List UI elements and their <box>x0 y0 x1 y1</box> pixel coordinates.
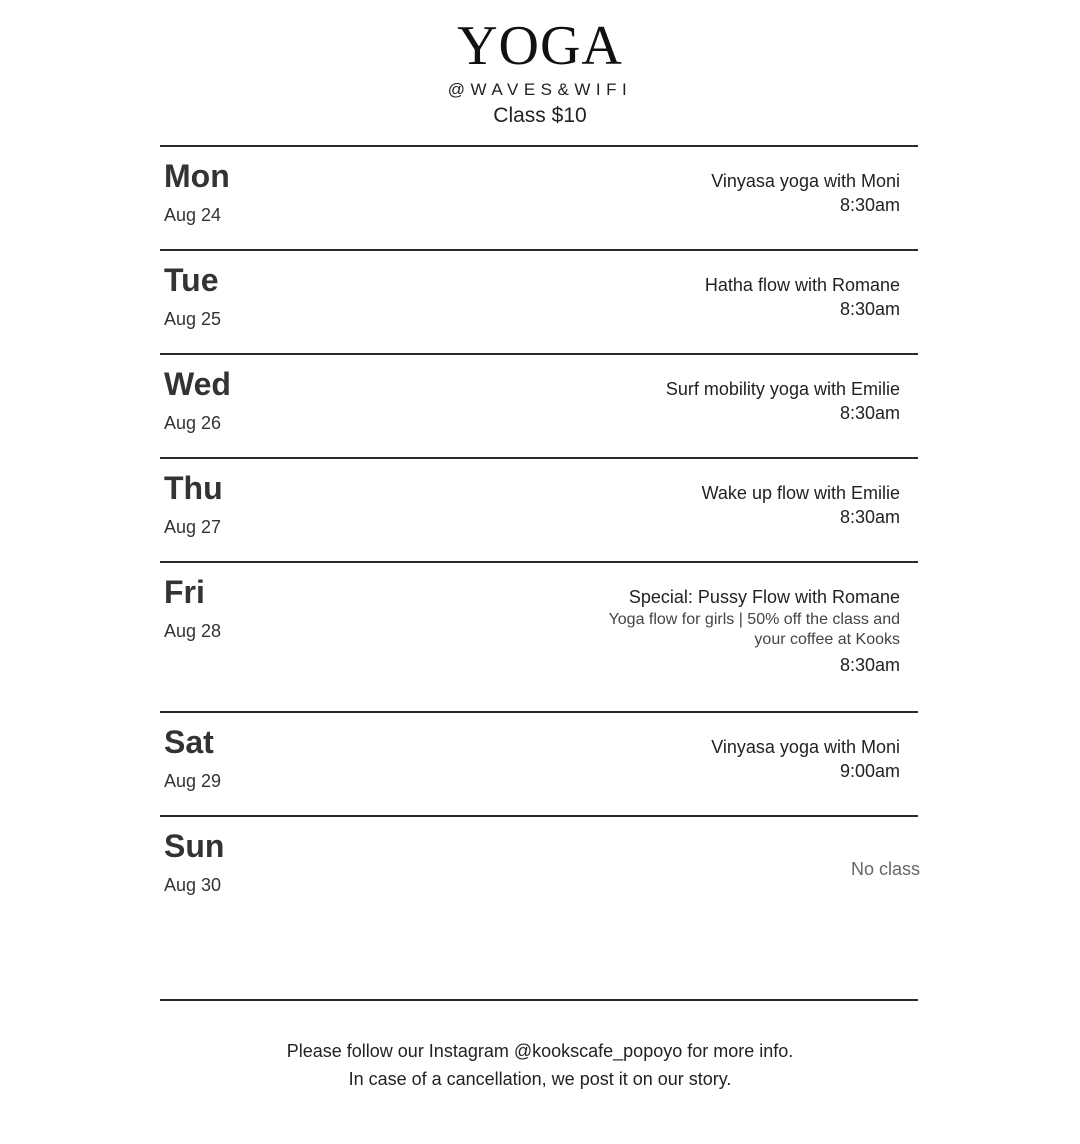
day-name: Thu <box>164 470 223 506</box>
class-name: Vinyasa yoga with Moni <box>711 737 900 757</box>
footer-instagram-note: Please follow our Instagram @kookscafe_popoyo for more info. <box>286 1041 794 1061</box>
schedule-row-fri <box>160 561 918 711</box>
day-name: Fri <box>164 574 205 610</box>
class-info <box>480 481 900 529</box>
day-date: Aug 24 <box>164 205 222 225</box>
day-name: Mon <box>164 158 230 194</box>
class-time: 8:30am <box>839 403 900 423</box>
class-info <box>480 735 900 783</box>
class-info <box>480 273 900 321</box>
class-name: Hatha flow with Romane <box>704 275 900 295</box>
class-name: Surf mobility yoga with Emilie <box>665 379 900 399</box>
class-info <box>480 169 900 217</box>
day-date: Aug 27 <box>164 517 222 537</box>
schedule-row-thu <box>160 457 918 561</box>
no-class-label: No class <box>850 859 920 879</box>
schedule-row-sun <box>160 815 918 1001</box>
schedule-row-sat <box>160 711 918 815</box>
day-date: Aug 26 <box>164 413 222 433</box>
day-date: Aug 29 <box>164 771 222 791</box>
day-date: Aug 25 <box>164 309 222 329</box>
class-time: 9:00am <box>839 761 900 781</box>
day-name: Sun <box>164 828 225 864</box>
class-time: 8:30am <box>839 299 900 319</box>
day-name: Sat <box>164 724 214 760</box>
weekly-schedule <box>160 145 918 1001</box>
schedule-row-mon <box>160 145 918 249</box>
class-name: Vinyasa yoga with Moni <box>711 171 900 191</box>
class-price: Class $10 <box>493 104 587 127</box>
footer <box>0 1037 1080 1093</box>
class-name: Wake up flow with Emilie <box>701 483 900 503</box>
footer-cancellation-note: In case of a cancellation, we post it on our story. <box>348 1069 732 1089</box>
day-name: Wed <box>164 366 231 402</box>
class-info <box>480 377 900 425</box>
day-name: Tue <box>164 262 219 298</box>
schedule-row-tue <box>160 249 918 353</box>
day-date: Aug 28 <box>164 621 222 641</box>
class-time: 8:30am <box>839 655 900 675</box>
class-name: Special: Pussy Flow with Romane <box>628 587 900 607</box>
schedule-row-wed <box>160 353 918 457</box>
class-note-line: your coffee at Kooks <box>754 631 900 648</box>
page-title: YOGA <box>457 15 623 77</box>
page-subtitle: @WAVES&WIFI <box>447 80 633 99</box>
class-time: 8:30am <box>839 195 900 215</box>
class-info <box>480 585 900 677</box>
class-time: 8:30am <box>839 507 900 527</box>
class-note <box>480 610 900 650</box>
day-date: Aug 30 <box>164 875 222 895</box>
class-note-line: Yoga flow for girls | 50% off the class and <box>608 611 900 628</box>
